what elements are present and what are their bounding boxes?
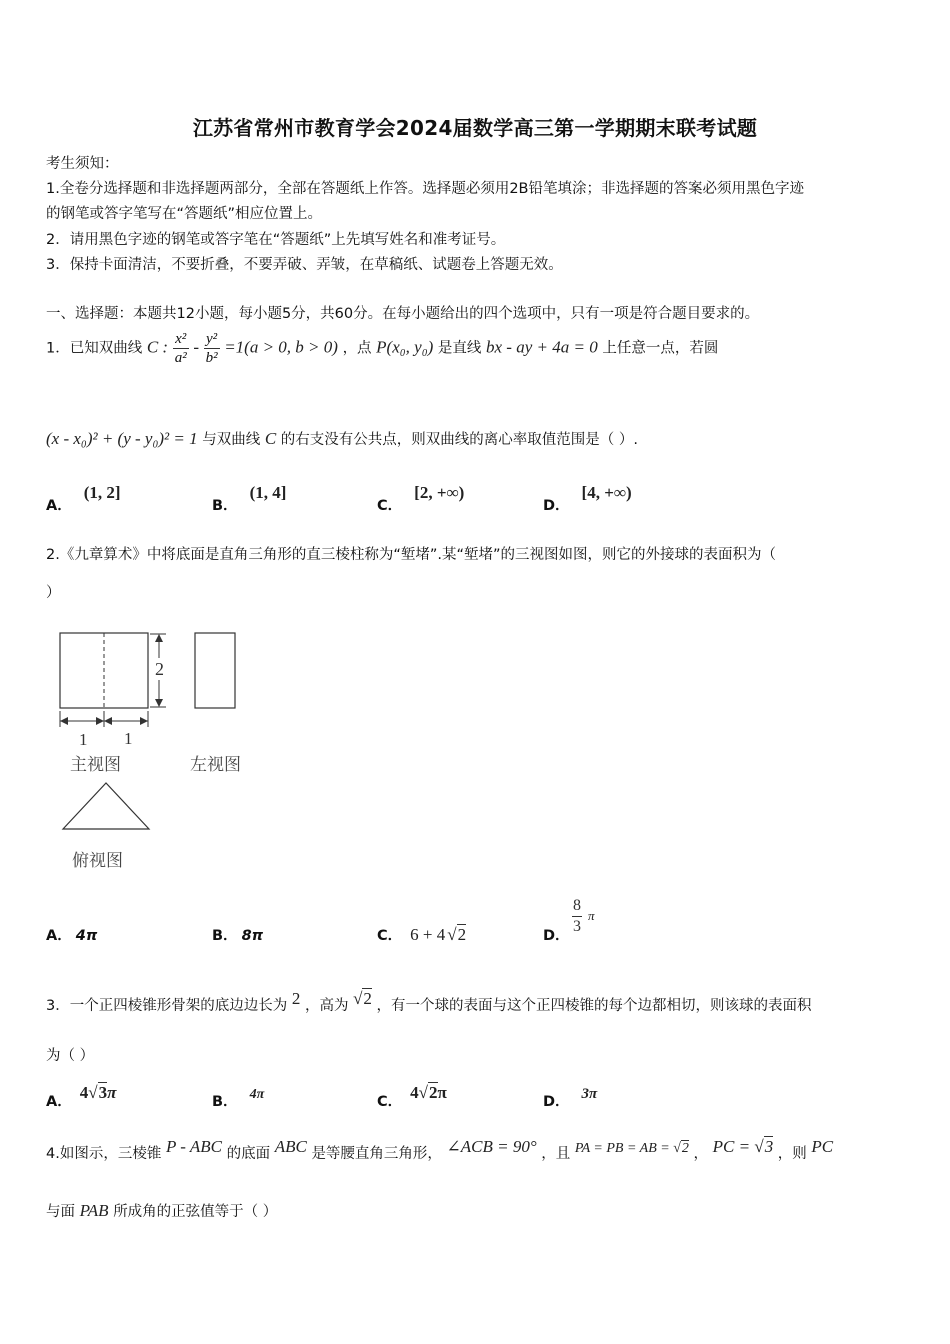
width-arrow-mid-r xyxy=(104,717,112,725)
width-arrow-left xyxy=(60,717,68,725)
q4-text-6: ，则 xyxy=(777,1146,807,1162)
q1-option-b[interactable]: B．(1, 4] xyxy=(212,483,287,514)
q3-side-length: 2 xyxy=(291,989,301,1008)
q1-fraction-y: $\frac{\text{y²}}{\text{b²}}$ xyxy=(205,331,218,366)
q4-text-3: 是等腰直角三角形， xyxy=(311,1146,442,1162)
q2-option-d-fraction: 8 3 xyxy=(573,897,581,935)
q1-text-5: 与双曲线 xyxy=(202,432,261,448)
q1-line-eq: bx - ay + 4a = 0 xyxy=(486,337,598,357)
question-1-line-2 xyxy=(46,428,638,449)
q4-text-2: 的底面 xyxy=(226,1146,271,1162)
q1-curve-c2: C xyxy=(264,429,277,448)
width-arrow-right xyxy=(140,717,148,725)
height-arrow-up xyxy=(155,634,163,642)
q3-option-d[interactable]: D． 3π xyxy=(543,1086,598,1110)
q4-text-7: 与面 xyxy=(46,1204,75,1220)
q4-text-8: 所成角的正弦值等于（ ） xyxy=(113,1204,278,1220)
top-view-triangle xyxy=(63,783,149,829)
q1-fraction-x: $\frac{\text{x²}}{\text{a²}}$ xyxy=(174,331,187,366)
side-view-label: 左视图 xyxy=(190,755,241,775)
q3-text-3: ，有一个球的表面与这个正四棱锥的每个边都相切，则该球的表面积 xyxy=(376,998,812,1014)
q4-angle: ∠ACB = 90° xyxy=(446,1137,537,1156)
q2-option-c[interactable]: C． 6 + 4 √2 xyxy=(377,925,467,944)
page-title: 江苏省常州市教育学会2024届数学高三第一学期期末联考试题 xyxy=(192,116,758,140)
q4-text-1: 4.如图示，三棱锥 xyxy=(46,1146,162,1162)
q1-option-a[interactable]: A．(1, 2] xyxy=(46,483,121,514)
q2-option-a[interactable]: A． 4π xyxy=(46,928,98,944)
q2-option-d[interactable]: D． xyxy=(543,928,570,944)
notice-item-3: 3．保持卡面清洁，不要折叠，不要弄破、弄皱，在草稿纸、试题卷上答题无效。 xyxy=(46,257,563,273)
q1-text-1: 1．已知双曲线 xyxy=(46,340,143,357)
question-2-line-1: 2.《九章算术》中将底面是直角三角形的直三棱柱称为“堑堵”.某“堑堵”的三视图如图，则它的外接球的表面积为（ xyxy=(46,547,776,563)
q4-text-4: ，且 xyxy=(541,1146,571,1162)
q1-minus: - xyxy=(193,337,199,357)
q1-point-p: P(x₀, y₀) xyxy=(376,337,434,357)
height-arrow-down xyxy=(155,699,163,707)
q3-height: √2 xyxy=(353,989,372,1008)
q3-option-b[interactable]: B． 4π xyxy=(212,1087,265,1110)
width-arrow-mid-l xyxy=(96,717,104,725)
q4-plane: PAB xyxy=(79,1201,109,1220)
notice-item-2: 2．请用黑色字迹的钢笔或答字笔在“答题纸”上先填写姓名和准考证号。 xyxy=(46,232,506,248)
q4-pc: PC xyxy=(811,1137,834,1156)
notice-heading: 考生须知： xyxy=(46,156,119,172)
q1-text-3: 是直线 xyxy=(437,340,482,357)
front-view-label: 主视图 xyxy=(70,755,121,775)
q3-option-a[interactable]: A． 4√3π xyxy=(46,1083,117,1110)
q4-edges: PA = PB = AB = √2 xyxy=(574,1141,689,1156)
q3-option-c[interactable]: C． 4√2π xyxy=(377,1083,447,1110)
question-4-line-1 xyxy=(46,1137,834,1163)
q1-text-4: 上任意一点，若圆 xyxy=(602,340,719,357)
q4-base: ABC xyxy=(274,1137,307,1156)
notice-item-1-cont: 的钢笔或答字笔写在“答题纸”相应位置上。 xyxy=(46,206,323,222)
q2-option-d-pi: π xyxy=(588,908,595,923)
question-3-line-1 xyxy=(46,989,812,1015)
q1-circle-eq: (x - x₀)² + (y - y₀)² = 1 xyxy=(46,429,198,448)
q3-text-1: 3．一个正四棱锥形骨架的底边边长为 xyxy=(46,998,288,1014)
question-2-line-2: ） xyxy=(46,585,61,601)
top-view-label: 俯视图 xyxy=(72,851,123,871)
section-heading: 一、选择题：本题共12小题，每小题5分，共60分。在每小题给出的四个选项中，只有一项是符合题目要求的。 xyxy=(46,306,760,322)
q1-option-c[interactable]: C．[2, +∞) xyxy=(377,483,465,514)
q3-text-2: ，高为 xyxy=(304,998,349,1014)
question-1-line-1 xyxy=(46,330,718,367)
q4-text-5: ， xyxy=(693,1146,709,1162)
height-dim-label: 2 xyxy=(155,659,164,679)
question-3-line-2: 为（ ） xyxy=(46,1048,95,1064)
q1-condition: =1(a > 0, b > 0) xyxy=(224,337,338,357)
question-4-line-2 xyxy=(46,1200,277,1221)
side-view-rect xyxy=(195,633,235,708)
q1-text-2: ，点 xyxy=(342,340,372,357)
width-dim-left-label: 1 xyxy=(79,730,88,749)
notice-item-1: 1.全卷分选择题和非选择题两部分，全部在答题纸上作答。选择题必须用2B铅笔填涂；非选择题的答案必须用黑色字迹 xyxy=(46,181,805,197)
q2-option-b[interactable]: B． 8π xyxy=(212,928,264,944)
width-dim-right-label: 1 xyxy=(124,729,133,748)
q4-pc-length: PC = √3 xyxy=(712,1137,774,1156)
q1-option-d[interactable]: D．[4, +∞) xyxy=(543,483,632,514)
q1-curve-c: C : xyxy=(146,337,169,357)
q1-text-6: 的右支没有公共点，则双曲线的离心率取值范围是（ ）. xyxy=(280,432,638,448)
q4-pyramid: P - ABC xyxy=(165,1137,222,1156)
